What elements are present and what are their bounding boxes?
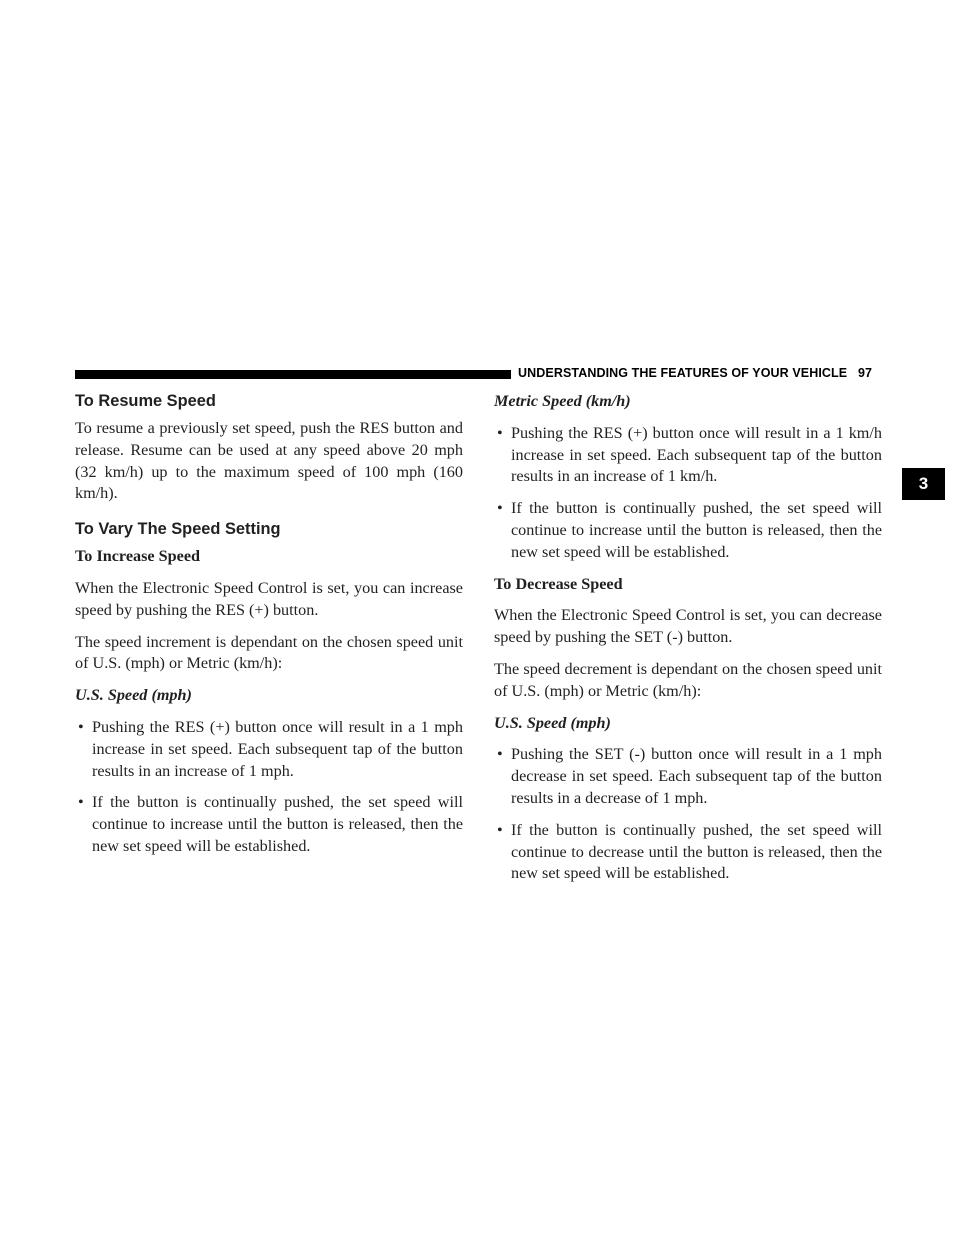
resume-speed-heading: To Resume Speed (75, 392, 216, 410)
right-column (494, 391, 882, 895)
bullet-icon: • (78, 717, 84, 736)
us-speed-heading: U.S. Speed (mph) (75, 686, 192, 705)
header-rule (75, 370, 511, 379)
running-header (518, 366, 872, 380)
increase-speed-increment: The speed increment is dependant on the chosen speed unit of U.S. (mph) or Metric (km/h): (75, 632, 463, 673)
list-item (494, 423, 882, 488)
decrease-speed-increment: The speed decrement is dependant on the chosen speed unit of U.S. (mph) or Metric (km/h): (494, 659, 882, 700)
list-item-text: If the button is continually pushed, the set speed will continue to increase until the button is released, then the new set speed will be established. (92, 793, 463, 855)
chapter-tab: 3 (902, 468, 945, 500)
bullet-icon: • (78, 793, 84, 812)
list-item-text: If the button is continually pushed, the set speed will continue to decrease until the button is released, then the new set speed will be established. (511, 820, 882, 883)
bullet-icon: • (497, 820, 503, 839)
page-number: 97 (857, 366, 873, 380)
list-item-text: Pushing the SET (-) button once will result in a 1 mph decrease in set speed. Each subsequent tap of the button results in a decrease of 1 mph. (511, 745, 882, 807)
left-column (75, 391, 463, 868)
list-item (494, 820, 882, 885)
us-speed-heading: U.S. Speed (mph) (494, 713, 611, 732)
increase-speed-heading: To Increase Speed (75, 547, 201, 566)
decrease-speed-intro: When the Electronic Speed Control is set, you can decrease speed by pushing the SET (-) button. (494, 606, 882, 647)
vary-speed-heading: To Vary The Speed Setting (75, 520, 281, 539)
list-item (494, 498, 882, 563)
list-item-text: Pushing the RES (+) button once will result in a 1 mph increase in set speed. Each subsequent tap of the button results in an increase of 1 mph. (92, 717, 463, 780)
bullet-icon: • (497, 499, 503, 518)
list-item-text: If the button is continually pushed, the set speed will continue to increase until the button is released, then the new set speed will be established. (511, 499, 882, 561)
decrease-speed-heading: To Decrease Speed (494, 574, 623, 593)
section-title: UNDERSTANDING THE FEATURES OF YOUR VEHICLE (518, 366, 848, 380)
list-item-text: Pushing the RES (+) button once will result in a 1 km/h increase in set speed. Each subsequent tap of the button results in an increase of 1 km/h. (511, 423, 882, 486)
metric-speed-heading: Metric Speed (km/h) (494, 392, 631, 410)
list-item (494, 744, 882, 809)
resume-speed-text: To resume a previously set speed, push the RES button and release. Resume can be used at any speed above 20 mph (32 km/h) up to the maximum speed of 100 mph (160 km/h). (75, 419, 463, 503)
bullet-icon: • (497, 745, 503, 764)
list-item (75, 717, 463, 782)
bullet-icon: • (497, 423, 503, 442)
increase-speed-intro: When the Electronic Speed Control is set, you can increase speed by pushing the RES (+) button. (75, 578, 463, 619)
list-item (75, 792, 463, 857)
